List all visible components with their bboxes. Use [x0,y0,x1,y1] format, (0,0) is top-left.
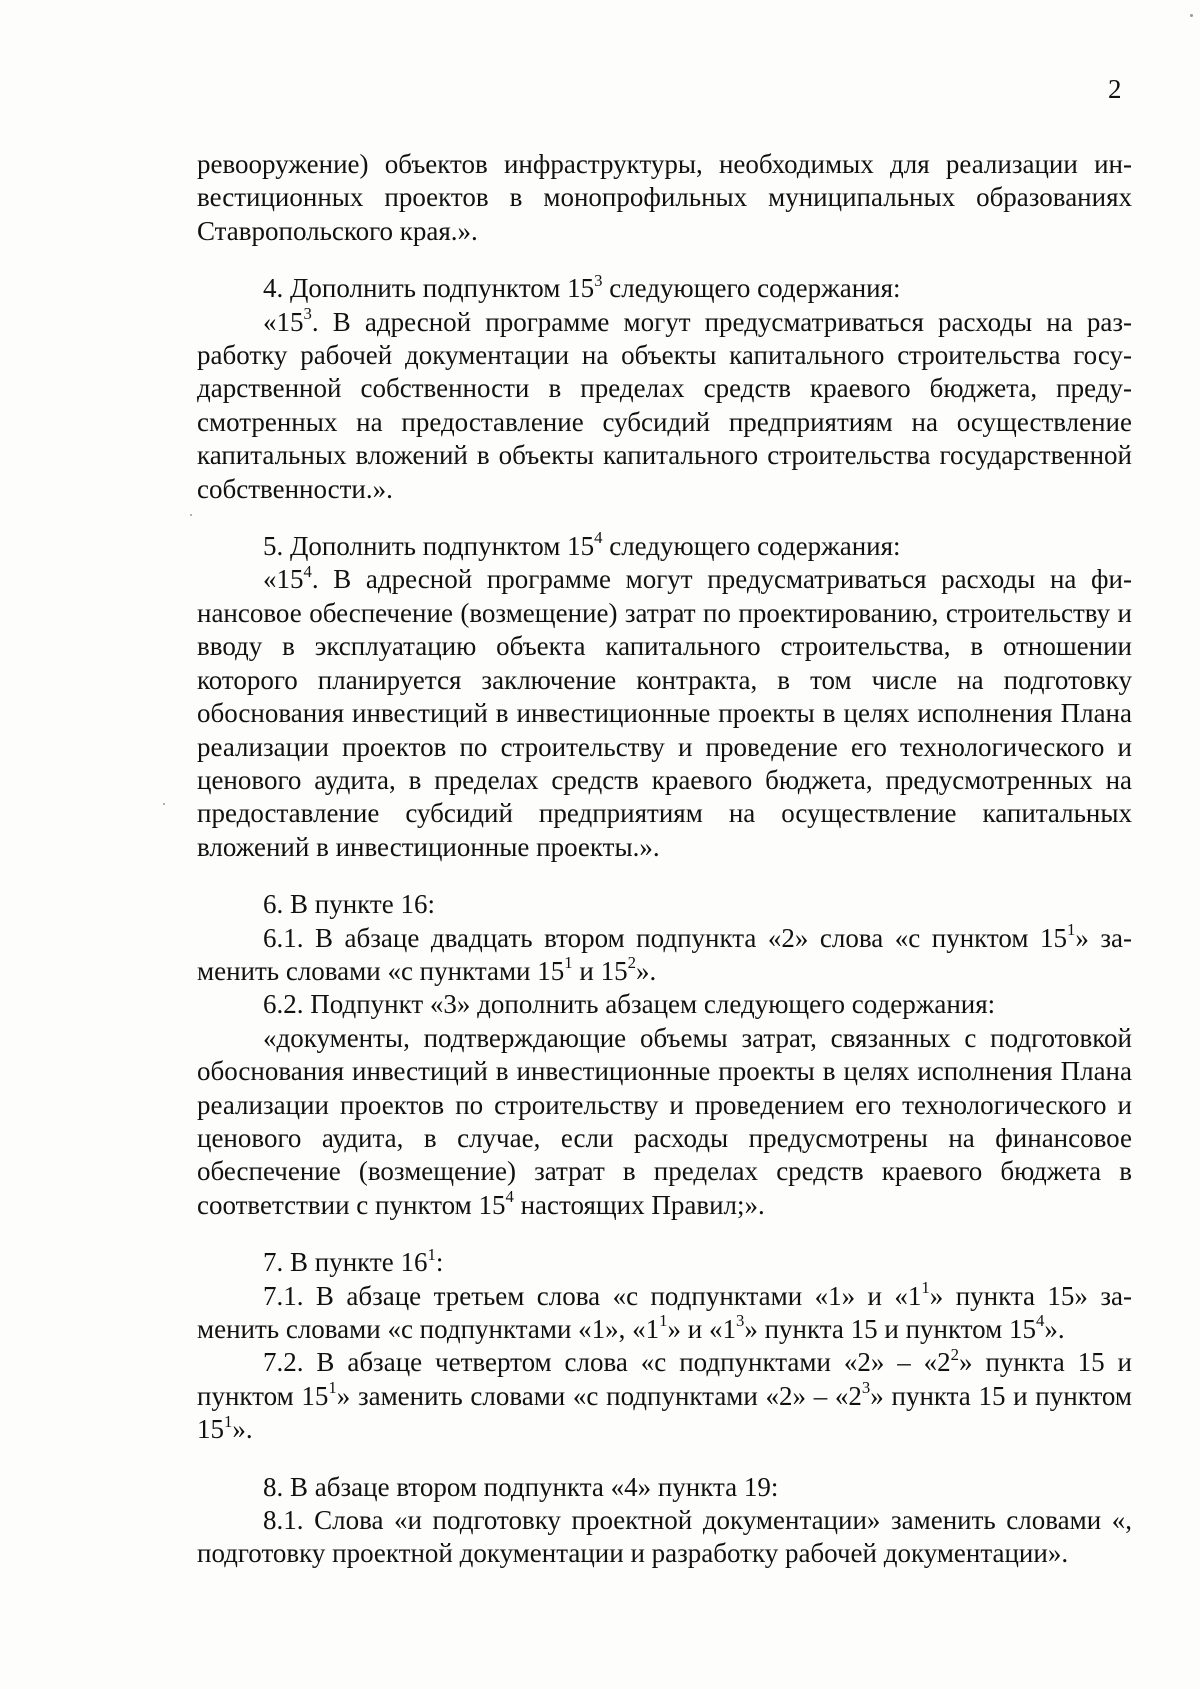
paragraph-item-4: 4. Дополнить подпунктом $15^3$ следующего содержания: [263,270,901,304]
superscript-index: 1 [427,1244,436,1264]
superscript-index: 3 [735,1311,745,1331]
paragraph-item-8-1: 8.1. Слова «и подготовку проектной документации» заменить словами «, подготовку проектной документации и разработку рабочей документации». [197,1505,1132,1569]
paragraph-item-6-2: 6.2. Подпункт «3» дополнить абзацем следующего содержания: [263,989,996,1020]
superscript-index: 4 [1036,1311,1045,1331]
superscript-index: 3 [303,303,312,323]
paragraph-item-4-text: «$15^3$. В адресной программе могут предусматриваться расходы на разработку рабочей документации на объекты капитального строительства государственной собственности в пределах средств краевого бюджета, предусмотренных на предоставление субсидий предприятиям на осуществление капитальных вложений в объекты капитального строительства государственной собственности.». [197,303,1132,504]
superscript-index: 2 [950,1344,960,1364]
paragraph-item-7: 7. В пункте $16^1$: [263,1244,444,1278]
superscript-index: 4 [303,561,312,581]
superscript-index: 1 [659,1311,668,1331]
paragraph-item-7-1: 7.1. В абзаце третьем слова «с подпунктами «1» и «$1^1$» пункта 15» заменить словами «с подпунктами «1», «$1^1$» и «$1^3$» пункта 15 и пунктом $15^4$». [197,1277,1132,1344]
superscript-index: 1 [921,1277,930,1297]
paragraph-item-6-1: 6.1. В абзаце двадцать втором подпункта «2» слова «с пунктом $15^1$» заменить словами «с пунктами $15^1$ и $15^2$». [197,919,1132,986]
superscript-index: 3 [594,270,603,290]
superscript-index: 1 [1066,919,1076,939]
superscript-index: 1 [564,953,573,973]
paragraph-item-5: 5. Дополнить подпунктом $15^4$ следующего содержания: [263,528,901,562]
scan-speck [190,514,192,516]
paragraph-item-6-2-text: «документы, подтверждающие объемы затрат, связанных с подготовкой обоснования инвестиций в инвестиционные проекты в целях исполнения Плана реализации проектов по строительству и проведением его технологического и ценового аудита, в случае, если расходы предусмотрены на финансовое обеспечение (возмещение) затрат в пределах средств краевого бюджета в соответствии с пунктом $15^4$ настоящих Правил;». [197,1022,1132,1220]
superscript-index: 3 [861,1378,871,1398]
superscript-index: 1 [224,1411,233,1431]
document-body [197,148,1132,1571]
superscript-index: 4 [594,528,603,548]
page-number: 2 [1108,74,1122,104]
paragraph-item-6: 6. В пункте 16: [263,889,435,920]
paragraph-item-8: 8. В абзаце втором подпункта «4» пункта 19: [263,1471,779,1502]
superscript-index: 1 [328,1378,337,1398]
paragraph-item-7-2: 7.2. В абзаце четвертом слова «с подпунктами «2» – «$2^2$» пункта 15 и пунктом $15^1$» заменить словами «с подпунктами «2» – «$2^3$» пункта 15 и пунктом $15^1$». [197,1344,1132,1445]
scan-speck [163,803,165,805]
paragraph-continuation: ревооружение) объектов инфраструктуры, необходимых для реализации инвестиционных проектов в монопрофильных муниципальных образованиях Ставропольского края.». [197,149,1132,246]
superscript-index: 4 [505,1187,514,1207]
superscript-index: 2 [627,953,636,973]
scan-speck [1190,14,1193,17]
paragraph-item-5-text: «$15^4$. В адресной программе могут предусматриваться расходы на финансовое обеспечение (возмещение) затрат по проектированию, строительству и вводу в эксплуатацию объекта капитального строительства, в отношении которого планируется заключение контракта, в том числе на подготовку обоснования инвестиций в инвестиционные проекты в целях исполнения Плана реализации проектов по строительству и проведение его технологического и ценового аудита, в пределах средств краевого бюджета, предусмотренных на предоставление субсидий предприятиям на осуществление капитальных вложений в инвестиционные проекты.». [197,561,1132,862]
